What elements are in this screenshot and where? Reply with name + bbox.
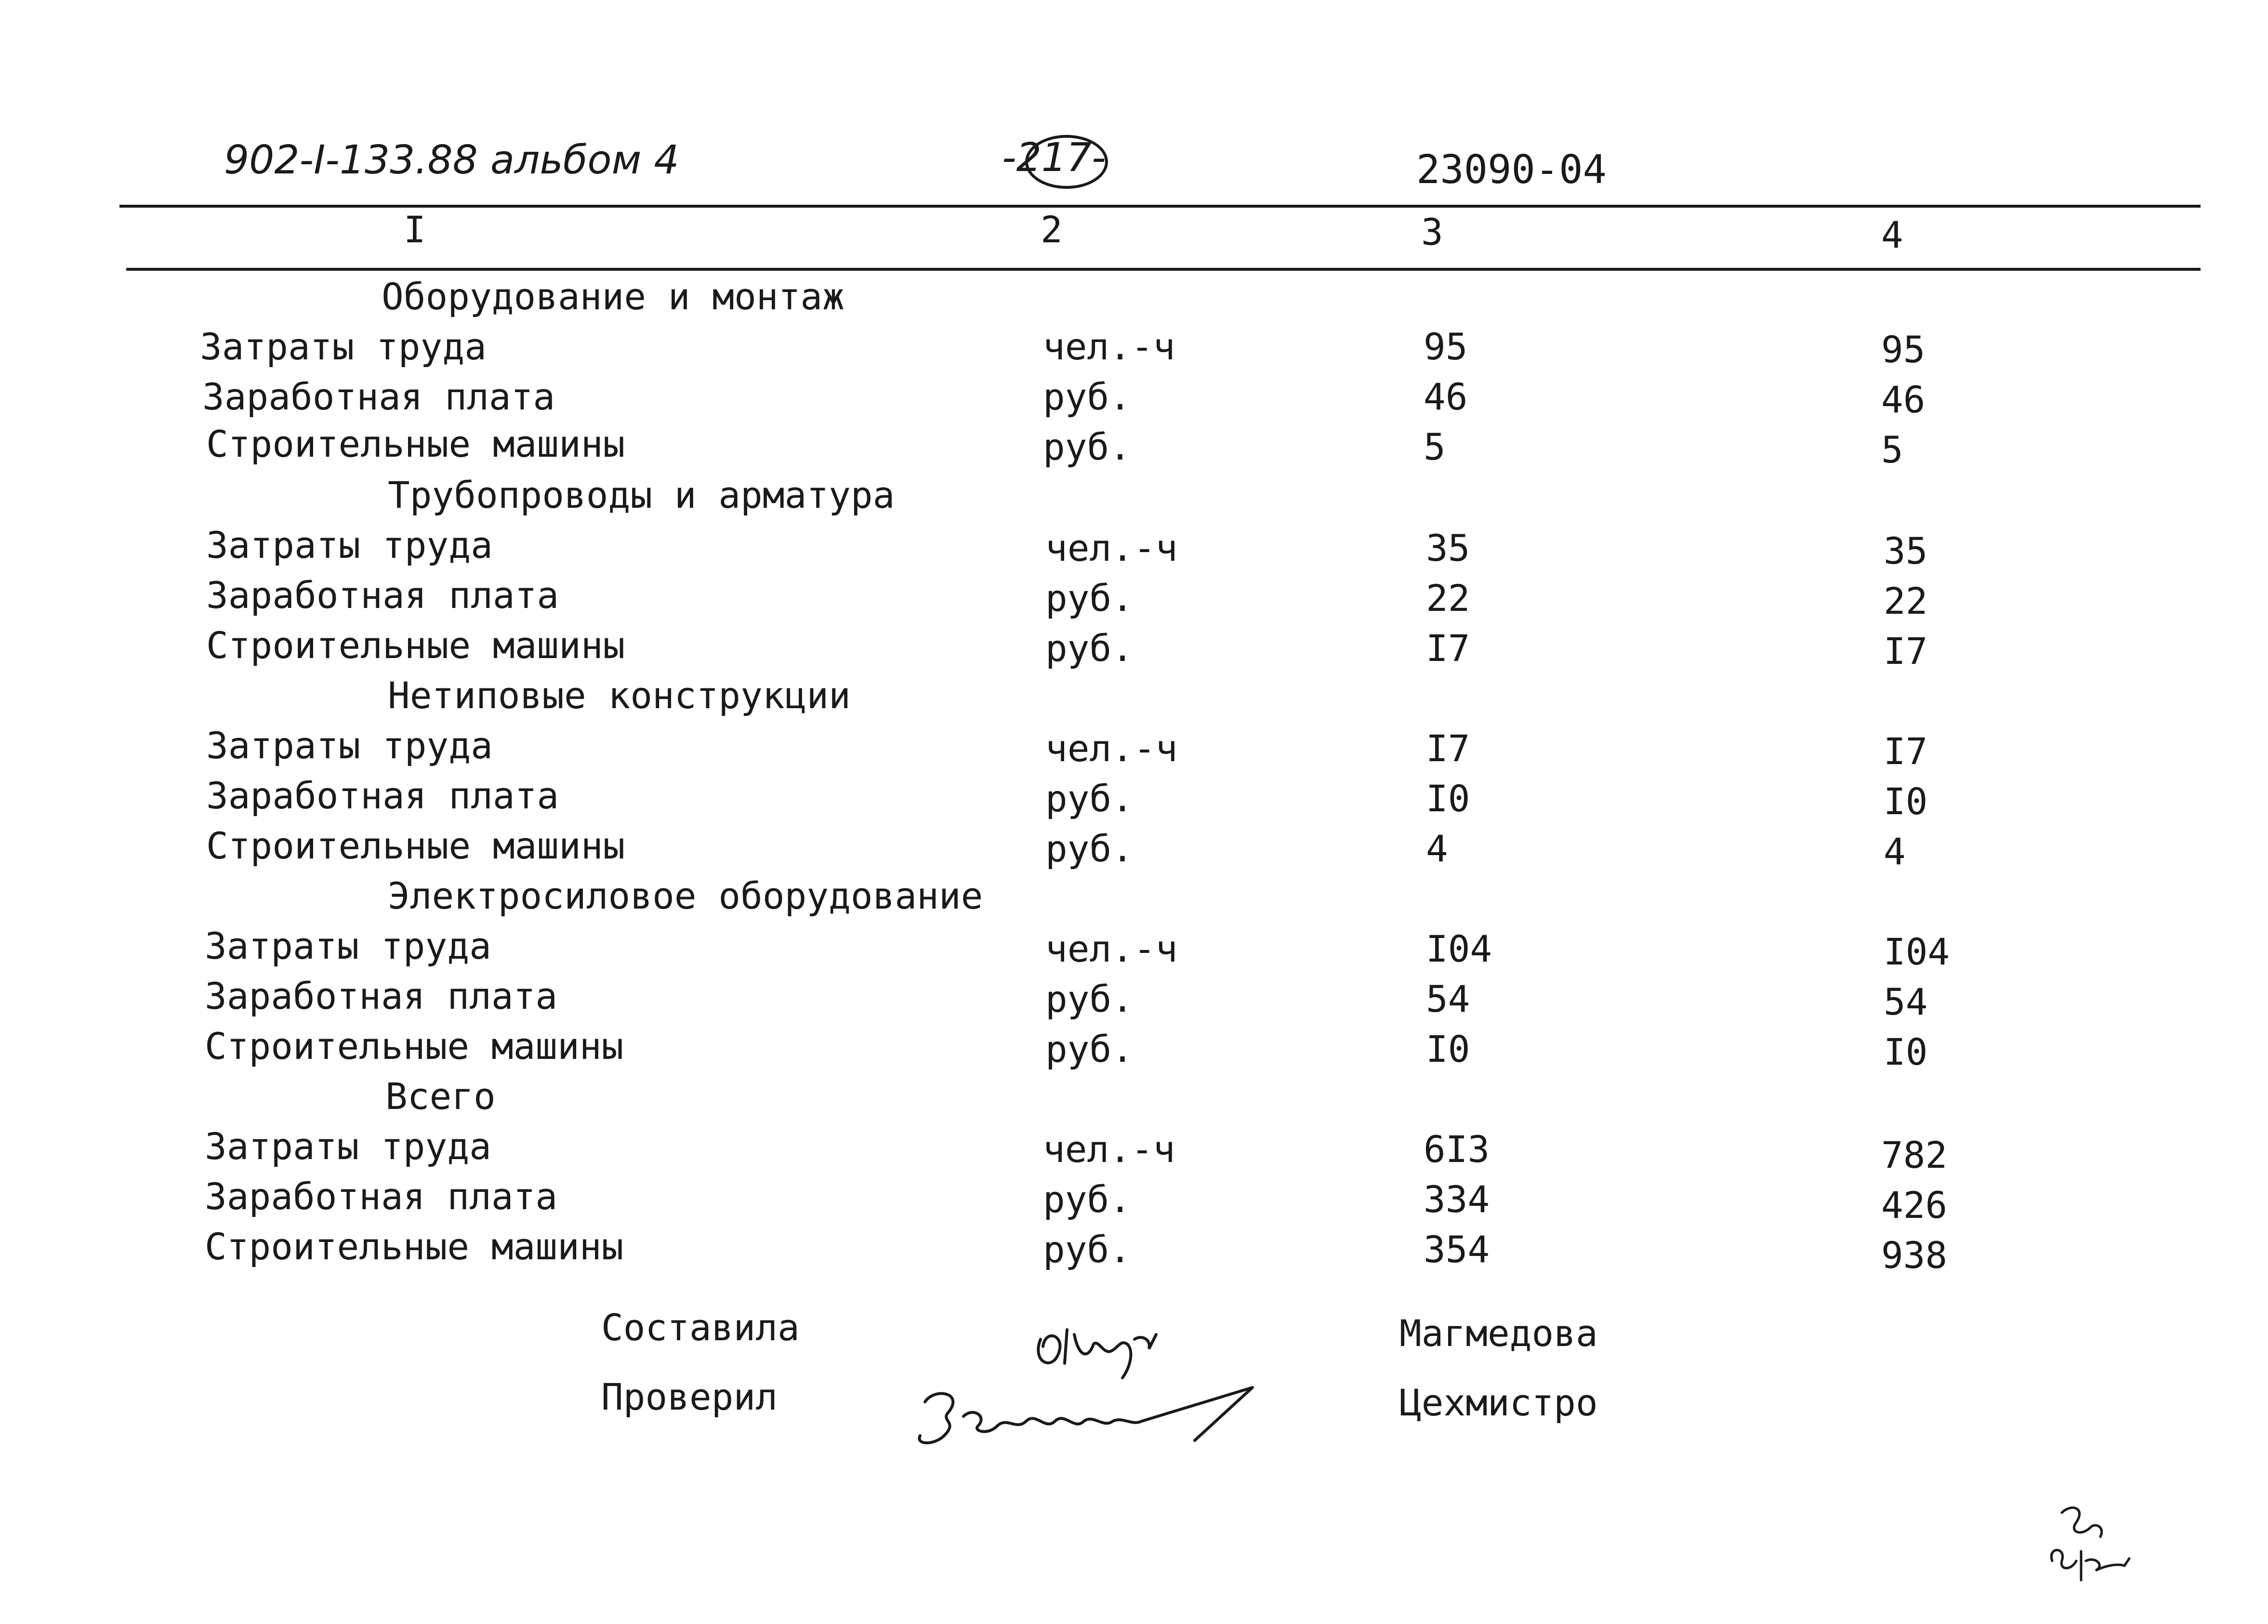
row-value-col3: I0 — [1426, 777, 1470, 820]
checked-label: Проверил — [601, 1375, 778, 1418]
row-value-col3: 354 — [1424, 1228, 1490, 1271]
section-title: Всего — [385, 1075, 496, 1118]
row-unit: руб. — [1043, 1178, 1132, 1221]
row-value-col4: 4 — [1884, 830, 1906, 873]
column-number-1: I — [404, 208, 426, 251]
doc-code: 902-I-133.88 альбом 4 — [224, 137, 679, 183]
checked-name: Цехмистро — [1399, 1381, 1598, 1424]
row-unit: руб. — [1045, 827, 1134, 870]
row-value-col3: 22 — [1426, 577, 1470, 620]
row-label: Затраты труда — [205, 924, 491, 967]
row-unit: чел.-ч — [1043, 1128, 1175, 1171]
compiled-name: Магмедова — [1399, 1312, 1598, 1355]
row-label: Заработная плата — [205, 975, 558, 1017]
row-value-col3: 4 — [1426, 827, 1448, 870]
section-title: Трубопроводы и арматура — [388, 474, 895, 516]
row-label: Затраты труда — [205, 1125, 491, 1168]
row-value-col4: I0 — [1884, 780, 1928, 823]
row-value-col4: I04 — [1884, 930, 1950, 973]
corner-handwritten-mark — [2033, 1493, 2149, 1590]
row-value-col3: 46 — [1424, 375, 1468, 418]
row-value-col4: 782 — [1881, 1134, 1948, 1176]
row-unit: чел.-ч — [1045, 727, 1178, 770]
row-unit: руб. — [1045, 1028, 1134, 1070]
row-unit: руб. — [1043, 375, 1132, 418]
row-label: Заработная плата — [206, 774, 559, 817]
row-label: Заработная плата — [202, 375, 555, 418]
row-value-col3: 54 — [1426, 977, 1470, 1020]
row-label: Заработная плата — [206, 574, 559, 617]
row-label: Строительные машины — [206, 624, 625, 667]
header-rule-top — [119, 205, 2201, 208]
row-label: Заработная плата — [205, 1175, 558, 1218]
row-unit: руб. — [1043, 425, 1132, 468]
row-label: Строительные машины — [205, 1025, 624, 1068]
section-title: Оборудование и монтаж — [382, 275, 844, 318]
row-label: Строительные машины — [206, 423, 625, 465]
row-value-col3: I04 — [1426, 927, 1492, 970]
row-unit: руб. — [1043, 1228, 1132, 1271]
row-value-col3: 5 — [1424, 425, 1446, 468]
row-value-col3: I7 — [1426, 627, 1470, 670]
section-title: Нетиповые конструкции — [388, 674, 851, 717]
row-value-col4: 95 — [1881, 328, 1925, 371]
column-number-3: 3 — [1421, 211, 1443, 253]
row-value-col3: 95 — [1424, 325, 1468, 368]
row-value-col4: 54 — [1884, 980, 1928, 1023]
row-unit: руб. — [1045, 627, 1134, 670]
row-unit: чел.-ч — [1045, 927, 1178, 970]
row-value-col3: I0 — [1426, 1028, 1470, 1070]
row-label: Строительные машины — [205, 1225, 624, 1268]
row-unit: чел.-ч — [1043, 325, 1175, 368]
section-title: Электросиловое оборудование — [388, 874, 983, 917]
row-value-col3: 6I3 — [1424, 1128, 1490, 1171]
page-number-circle — [1025, 135, 1108, 189]
row-value-col4: I0 — [1884, 1030, 1928, 1073]
row-value-col4: 46 — [1881, 378, 1925, 421]
column-number-2: 2 — [1041, 208, 1063, 251]
row-label: Затраты труда — [200, 325, 487, 368]
row-value-col4: 938 — [1881, 1234, 1948, 1277]
row-value-col4: 5 — [1881, 428, 1903, 471]
row-value-col3: 334 — [1424, 1178, 1490, 1221]
page-number: -217- — [1002, 135, 1106, 181]
row-unit: руб. — [1045, 577, 1134, 620]
row-value-col4: I7 — [1884, 630, 1928, 673]
row-value-col4: 426 — [1881, 1184, 1948, 1227]
row-value-col4: 35 — [1884, 529, 1928, 572]
row-label: Строительные машины — [206, 824, 625, 867]
row-label: Затраты труда — [206, 524, 493, 567]
compiled-label: Составила — [601, 1306, 800, 1349]
row-unit: руб. — [1045, 977, 1134, 1020]
row-value-col4: I7 — [1884, 730, 1928, 773]
header-rule-bottom — [126, 268, 2201, 271]
column-number-4: 4 — [1881, 213, 1903, 256]
signature-checker — [906, 1373, 1301, 1455]
row-value-col4: 22 — [1884, 580, 1928, 622]
row-value-col3: I7 — [1426, 727, 1470, 770]
row-unit: руб. — [1045, 777, 1134, 820]
doc-number: 23090-04 — [1416, 147, 1607, 193]
row-unit: чел.-ч — [1045, 527, 1178, 569]
row-value-col3: 35 — [1426, 527, 1470, 569]
row-label: Затраты труда — [206, 724, 493, 767]
